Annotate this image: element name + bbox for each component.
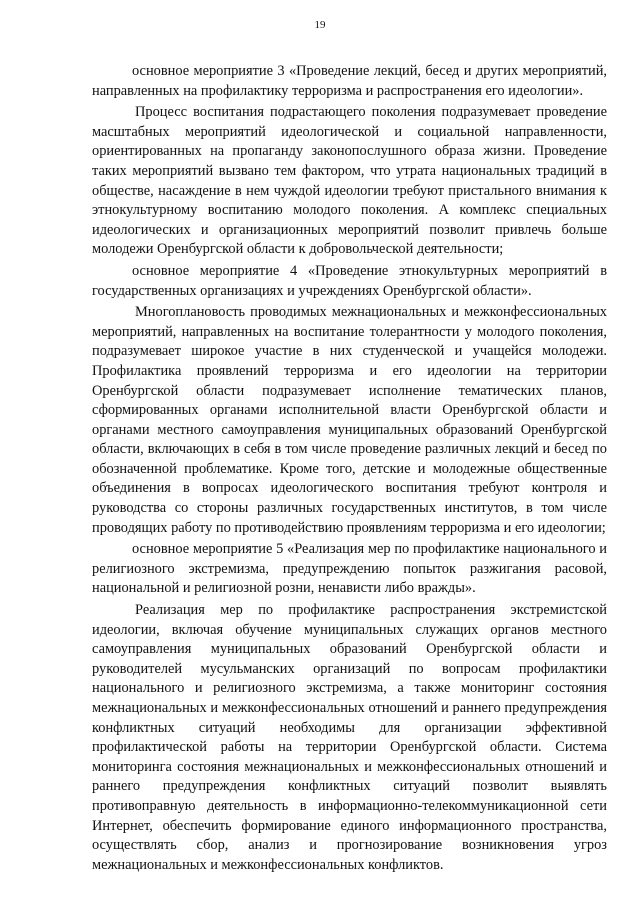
- paragraph-upbringing-process: Процесс воспитания подрастающего поколения подразумевает проведение масштабных мероприятий идеологической и социальной направленности, ориентированных на пропаганду законопослушного образа жизни. Проведение таких мероприятий вызвано тем фактором, что утрата национальных традиций в обществе, насаждение в нем чуждой идеологии требуют пристального внимания к этнокультурному воспитанию молодого поколения. А комплекс специальных идеологических и организационных мероприятий позволит привлечь больше молодежи Оренбургской области к добровольческой деятельности;: [92, 104, 607, 258]
- page-number: 19: [314, 19, 326, 31]
- paragraph-measure-3: основное мероприятие 3 «Проведение лекций, бесед и других мероприятий, направленных на профилактику терроризма и распространения его идеологии».: [92, 63, 607, 99]
- paragraph-measure-5: основное мероприятие 5 «Реализация мер по профилактике национального и религиозного экстремизма, предупреждению попыток разжигания расовой, национальной и религиозной розни, ненависти либо вражды».: [92, 541, 607, 597]
- paragraph-extremism-prevention: Реализация мер по профилактике распространения экстремистской идеологии, включая обучение муниципальных служащих органов местного самоуправления муниципальных образований Оренбургской области и руководителей мусульманских организаций по вопросам профилактики национального и религиозного экстремизма, а также мониторинг состояния межнациональных и межконфессиональных отношений и раннего предупреждения конфликтных ситуаций необходимы для организации эффективной профилактической работы на территории Оренбургской области. Система мониторинга состояния межнациональных и межконфессиональных отношений и раннего предупреждения конфликтных ситуаций позволит выявлять противоправную деятельность в информационно-телекоммуникационной сети Интернет, обеспечить формирование единого информационного пространства, осуществлять сбор, анализ и прогнозирование возникновения угроз межнациональных и межконфессиональных конфликтов.: [92, 602, 607, 873]
- paragraph-measure-4: основное мероприятие 4 «Проведение этнокультурных мероприятий в государственных организациях и учреждениях Оренбургской области».: [92, 262, 607, 299]
- document-body: [92, 62, 607, 877]
- paragraph-interethnic-events: Многоплановость проводимых межнациональных и межконфессиональных мероприятий, направленных на воспитание толерантности у молодого поколения, подразумевает широкое участие в них студенческой и учащейся молодежи. Профилактика проявлений терроризма и его идеологии на территории Оренбургской области подразумевает исполнение тематических планов, сформированных органами исполнительной власти Оренбургской области и органами местного самоуправления муниципальных образований Оренбургской области, включающих в себя в том числе проведение различных лекций и бесед по обозначенной проблематике. Кроме того, детские и молодежные общественные объединения в вопросах идеологического воспитания требуют контроля и руководства со стороны различных государственных институтов, в том числе проводящих работу по противодействию проявлениям терроризма и его идеологии;: [92, 304, 607, 536]
